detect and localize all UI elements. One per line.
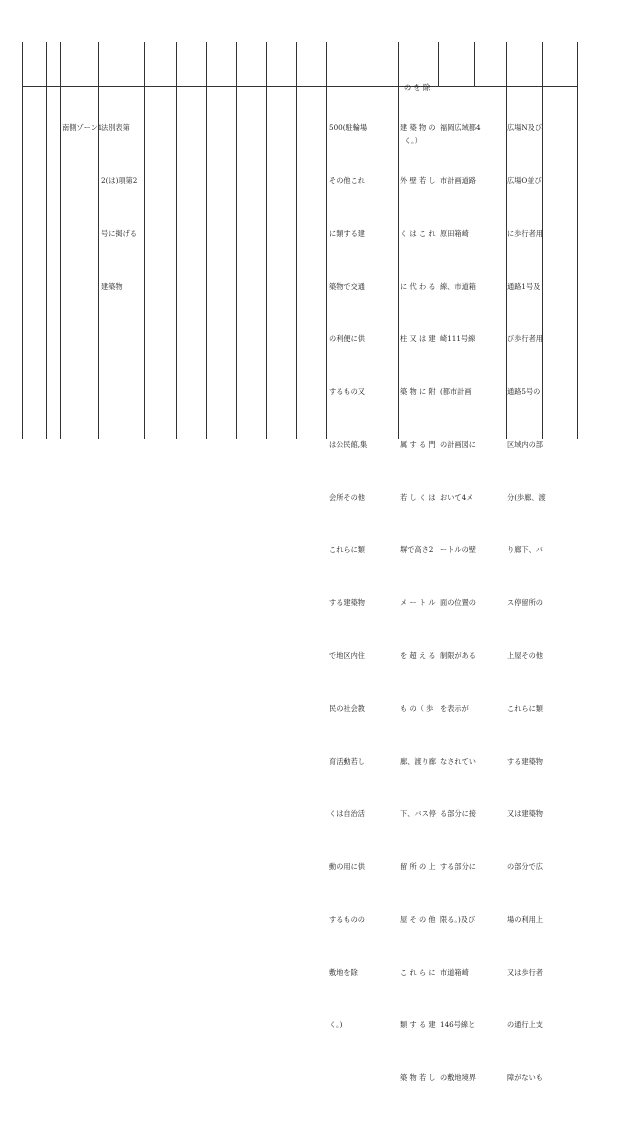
wall-position-cell-left: [400, 84, 436, 1122]
usage-line: の利便に供: [329, 334, 365, 344]
wall-line: (都市計画: [440, 387, 472, 397]
table-rule: [577, 42, 578, 439]
usage-line: 会所その他: [329, 492, 365, 502]
wall-line: 築 物 若 し: [400, 1073, 436, 1083]
wall-line: を 超 え る: [400, 651, 436, 660]
table-rule: [236, 42, 237, 439]
wall-line: 留 所 の 上: [400, 862, 436, 872]
note-line: 上屋その他: [507, 651, 543, 660]
note-line: に歩行者用: [507, 228, 543, 238]
wall-line: 属 す る 門: [400, 439, 436, 449]
usage-line: 敷地を除: [329, 967, 358, 977]
table-rule: [176, 42, 177, 439]
usage-line: するもの又: [329, 387, 365, 397]
wall-line: 下、バス停: [400, 809, 436, 819]
table-rule: [206, 42, 207, 439]
note-line: これらに類: [507, 703, 543, 713]
usage-line: する建築物: [329, 598, 365, 608]
zone-label: 南側ゾーン1: [62, 123, 103, 133]
usage-line: 500(駐輪場: [329, 123, 368, 133]
law-line: 2(は)項第2: [101, 175, 138, 185]
note-line: の通行上支: [507, 1020, 543, 1030]
wall-line: く は こ れ: [400, 228, 436, 238]
table-rule: [398, 42, 399, 439]
wall-position-cell-right: [440, 84, 481, 1122]
usage-line: これらに類: [329, 545, 365, 555]
wall-line: メ ー ト ル: [400, 598, 436, 608]
table-rule: [266, 42, 267, 439]
usage-line: 築物で交通: [329, 281, 365, 291]
usage-line: く。): [329, 1020, 343, 1030]
note-line: 場の利用上: [507, 914, 543, 924]
wall-line: 崎111号線: [440, 334, 476, 344]
note-line: く。）: [404, 135, 422, 145]
wall-line: 築 物 に 附: [400, 387, 436, 397]
usage-line: その他これ: [329, 175, 365, 185]
wall-line: も の（ 歩: [400, 703, 434, 713]
wall-line: 市道箱崎: [440, 967, 469, 977]
note-line: 障がないも: [507, 1073, 543, 1083]
wall-line: おいて4メ: [440, 492, 474, 502]
table-rule: [22, 42, 23, 439]
wall-line: 建 築 物 の: [400, 123, 436, 133]
wall-line: する部分に: [440, 862, 476, 872]
wall-line: こ れ ら に: [400, 967, 436, 977]
wall-line: 塀で高さ2: [400, 545, 434, 555]
law-line: 建築物: [101, 281, 123, 291]
note-line: 通路5号の: [507, 387, 541, 397]
wall-line: 市計画道路: [440, 175, 476, 185]
wall-line: の敷地境界: [440, 1073, 476, 1083]
usage-line: 育活動若し: [329, 756, 365, 766]
note-line: 広場O並び: [507, 175, 542, 185]
law-reference-cell: [101, 84, 137, 330]
table-rule: [296, 42, 297, 439]
wall-line: 屋 そ の 他: [400, 914, 436, 924]
usage-line: 民の社会教: [329, 703, 365, 713]
table-rule: [474, 42, 475, 87]
usage-line: するものの: [329, 914, 365, 924]
wall-line: 類 す る 建: [400, 1020, 436, 1030]
table-rule: [438, 42, 439, 87]
note-line: する建築物: [507, 756, 543, 766]
table-rule: [60, 42, 61, 439]
note-line: 又は歩行者: [507, 967, 543, 977]
note-line: ス停留所の: [507, 598, 543, 608]
wall-line: の計画図に: [440, 439, 476, 449]
wall-line: 面の位置の: [440, 598, 476, 608]
note-line: の部分で広: [507, 862, 543, 872]
note-line: の を 除: [404, 83, 431, 93]
wall-line: 原田箱崎: [440, 228, 469, 238]
wall-line: 若 し く は: [400, 492, 436, 502]
wall-line: る部分に接: [440, 809, 476, 819]
wall-line: 外 壁 若 し: [400, 175, 436, 185]
note-line: 区域内の部: [507, 439, 543, 449]
wall-line: ートルの壁: [440, 545, 476, 555]
table-rule: [46, 42, 47, 439]
wall-line: 線、市道箱: [440, 281, 476, 291]
usage-line: に類する建: [329, 228, 365, 238]
note-line: 広場N及び: [507, 123, 543, 133]
wall-line: に 代 わ る: [400, 281, 436, 291]
wall-line: 福岡広域都4: [440, 123, 481, 133]
usage-line: 動の用に供: [329, 862, 365, 872]
note-line: 分(歩廊、渡: [507, 492, 546, 502]
wall-line: 制限がある: [440, 651, 476, 660]
notes-cell: [507, 84, 546, 1122]
wall-line: 廊、渡り廊: [400, 756, 436, 766]
wall-line: なされてい: [440, 756, 476, 766]
table-rule: [144, 42, 145, 439]
wall-line: を表示が: [440, 703, 469, 713]
table-rule: [326, 42, 327, 439]
note-line: 通路1号及: [507, 281, 541, 291]
usage-line: で地区内住: [329, 651, 365, 660]
usage-restriction-cell: [329, 84, 367, 1069]
usage-line: は公民館,集: [329, 439, 368, 449]
zone-label-cell: [62, 84, 102, 172]
wall-line: 限る。)及び: [440, 914, 476, 924]
note-line: び歩行者用: [507, 334, 543, 344]
law-line: 号に掲げる: [101, 228, 137, 238]
note-line: り廊下、バ: [507, 545, 543, 555]
note-line: 又は建築物: [507, 809, 543, 819]
wall-line: 146号線と: [440, 1020, 476, 1030]
wall-line: 柱 又 は 建: [400, 334, 436, 344]
law-line: 法別表第: [101, 123, 130, 133]
usage-line: くは自治活: [329, 809, 365, 819]
